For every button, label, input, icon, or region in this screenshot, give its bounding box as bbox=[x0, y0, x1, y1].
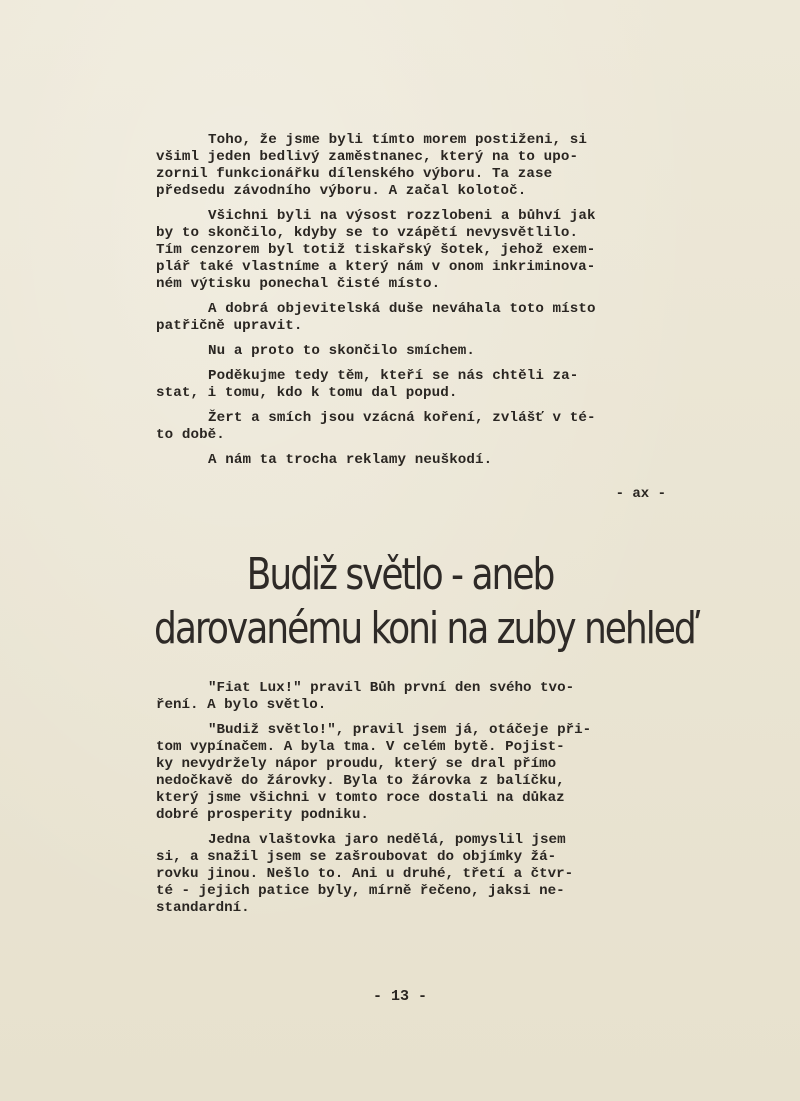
article-body bbox=[156, 680, 666, 925]
paragraph: Všichni byli na výsost rozzlobeni a bůhví jak by to skončilo, kdyby se to vzápětí nevysvětlilo. Tím cenzorem byl totiž tiskařský šotek, jehož exem- plář také vlastníme a který nám v onom inkriminova- ném výtisku ponechal čisté místo. bbox=[156, 208, 596, 292]
paragraph: A dobrá objevitelská duše neváhala toto místo patřičně upravit. bbox=[156, 301, 596, 334]
article-continuation bbox=[156, 132, 666, 477]
article-title-line-1: Budiž světlo - aneb bbox=[246, 549, 554, 600]
paragraph: "Fiat Lux!" pravil Bůh první den svého tvo- ření. A bylo světlo. bbox=[156, 680, 575, 713]
paragraph: Jedna vlaštovka jaro nedělá, pomyslil jsem si, a snažil jsem se zašroubovat do objímky žá- rovku jinou. Nešlo to. Ani u druhé, třetí a čtvr- té - jejich patice byly, mírně řečeno, jaksi ne- standardní. bbox=[156, 832, 574, 916]
paragraph: A nám ta trocha reklamy neuškodí. bbox=[208, 452, 493, 468]
page-number: - 13 - bbox=[372, 988, 427, 1005]
paragraph: "Budiž světlo!", pravil jsem já, otáčeje při- tom vypínačem. A byla tma. V celém bytě. Pojist- ky nevydržely nápor proudu, který se dral přímo nedočkavě do žárovky. Byla to žárovka z balíčku, který jsme všichni v tomto roce dostali na důkaz dobré prosperity podniku. bbox=[156, 722, 592, 823]
article-title-line-2: darovanému koni na zuby nehleď bbox=[154, 603, 695, 654]
author-signature: - ax - bbox=[615, 486, 666, 502]
paragraph: Nu a proto to skončilo smíchem. bbox=[208, 343, 476, 359]
paragraph: Poděkujme tedy těm, kteří se nás chtěli za- stat, i tomu, kdo k tomu dal popud. bbox=[156, 368, 579, 401]
article-title bbox=[154, 548, 695, 656]
paragraph: Žert a smích jsou vzácná koření, zvlášť v té- to době. bbox=[156, 410, 596, 443]
paragraph: Toho, že jsme byli tímto morem postiženi, si všiml jeden bedlivý zaměstnanec, který na to upo- zornil funkcionářku dílenského výboru. Ta zase předsedu závodního výboru. A začal kolotoč. bbox=[156, 132, 588, 199]
